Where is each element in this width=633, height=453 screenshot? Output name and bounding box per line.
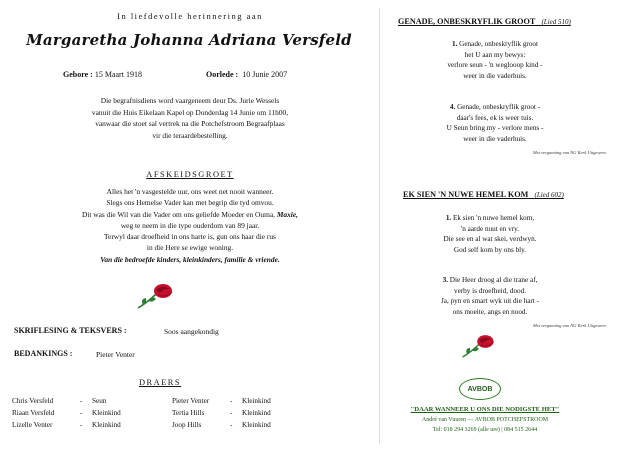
funeral-details: [20, 95, 360, 141]
scripture-label: SKRIFLESING & TEKSVERS :: [14, 326, 127, 335]
farewell-text: [20, 186, 360, 265]
bearer-name: Riaan Versfeld: [12, 409, 55, 417]
bearer-relation: Kleinkind: [242, 397, 271, 405]
bearer-sep: -: [80, 409, 83, 417]
bearer-name: Lizelle Venter: [12, 421, 53, 429]
footer-branch: André van Vuuren — AVBOB POTCHEFSTROOM: [421, 417, 549, 423]
hymn2-verse1: 1. Ek sien 'n nuwe hemel kom, 'n aarde nuut en vry. Die see en al wat skei, verdwyn. God self kom by ons bly.: [443, 214, 537, 254]
farewell-line: Terwyl daar droefheid in ons harte is, gun ons haar die rus: [104, 232, 276, 242]
died-value: 10 Junie 2007: [242, 70, 288, 79]
farewell-line: Slegs ons Hemelse Vader kan met begrip die tyd omvou.: [106, 198, 274, 208]
right-page: [385, 0, 630, 453]
bearer-relation: Kleinkind: [242, 409, 271, 417]
red-rose-icon: [134, 282, 178, 312]
avbob-logo: [459, 378, 501, 400]
farewell-heading: AFSKEIDSGROET: [146, 170, 234, 179]
footer-slogan: "DAAR WANNEER U ONS DIE NODIGSTE HET": [410, 406, 560, 413]
bearer-name: Tertia Hills: [172, 409, 205, 417]
bearer-relation: Kleinkind: [92, 409, 121, 417]
bearer-name: Pieter Venter: [172, 397, 210, 405]
born-label: Gebore :: [63, 70, 93, 79]
bearer-sep: -: [80, 397, 83, 405]
hymn1-ref: (Lied 510): [541, 18, 571, 26]
verse-number: 1.: [445, 214, 452, 222]
bearer-sep: -: [230, 397, 233, 405]
bearers-list: [12, 395, 372, 435]
died-date: [206, 70, 287, 79]
farewell-signoff: Van die bedroefde kinders, kleinkinders, familie & vriende.: [100, 254, 280, 264]
hymn2-title: EK SIEN 'N NUWE HEMEL KOM (Lied 602): [403, 190, 564, 199]
bearers-heading: DRAERS: [138, 378, 182, 387]
deceased-name: Margaretha Johanna Adriana Versfeld: [26, 31, 352, 49]
verse-number: 3.: [442, 276, 448, 284]
bearer-relation: Seun: [92, 397, 107, 405]
hymn2-credit: Met vergunning van NG Kerk Uitgewers: [533, 323, 606, 328]
thanks-label: BEDANKINGS :: [14, 349, 73, 358]
hymn2-verse3: 3. Die Heer droog al die trane af, verby is droefheid, dood. Ja, pyn en smart wyk uit die hart - ons moeite, angs en nood.: [440, 276, 539, 316]
funeral-line: vanuit die Huis Eikelaan Kapel op Donderdag 14 Junie om 11h00,: [91, 107, 289, 117]
hymn1-verse4: 4. Genade, onbeskryflik groot - daar's fees, ek is weer tuis. U Seun bring my - verlore mens - weer in die vaderhuis.: [446, 103, 544, 143]
farewell-line: weg te neem in die type ouderdom van 89 jaar.: [120, 220, 260, 230]
hymn1-verse1: 1. Genade, onbeskryflik groot het U aan my bewys: verlore seun - 'n weglooop kind - weer in die vaderhuis.: [447, 40, 543, 80]
bearer-sep: -: [230, 409, 233, 417]
bearer-name: Chris Versfeld: [12, 397, 54, 405]
verse-number: 1.: [451, 40, 458, 48]
bearer-name: Joop Hills: [172, 421, 202, 429]
footer-contact: Tel: 018 294 3269 (alle ure) | 084 515 2644: [432, 427, 538, 433]
avbob-logo-text: AVBOB: [467, 385, 493, 393]
scripture-value: Soos aangekondig: [164, 327, 219, 336]
funeral-line: Die begrafnisdiens word vaargeneem deur Ds. Jurie Wessels: [100, 96, 280, 105]
hymn1-credit: Met vergunning van NG Kerk Uitgewers: [533, 150, 606, 155]
page-fold-divider: [379, 8, 380, 444]
funeral-line: vir die teraardebestelling.: [152, 130, 228, 140]
hymn2-ref: (Lied 602): [534, 191, 564, 199]
red-rose-icon: [459, 333, 499, 361]
farewell-line: Alles het 'n vasgestelde uur, ons weet net nooit wanneer.: [106, 187, 274, 196]
born-date: [63, 70, 142, 79]
died-label: Oorlede :: [206, 70, 239, 79]
thanks-value: Pieter Venter: [96, 350, 135, 359]
bearer-relation: Kleinkind: [242, 421, 271, 429]
bearer-sep: -: [230, 421, 233, 429]
memory-line: In liefdevolle herinnering aan: [117, 11, 263, 21]
funeral-line: vanwaar die stoet sal vertrek na die Potchefstroom Begraafplaas: [95, 119, 285, 128]
hymn1-title: GENADE, ONBESKRYFLIK GROOT (Lied 510): [398, 17, 571, 26]
farewell-line: in die Here se ewige woning.: [146, 243, 234, 253]
farewell-line: Dit was die Wil van die Vader om ons geliefde Moeder en Ouma, Maxie,: [82, 209, 298, 219]
bearer-relation: Kleinkind: [92, 421, 121, 429]
born-value: 15 Maart 1918: [94, 70, 142, 79]
farewell-nickname: Maxie,: [276, 209, 298, 219]
bearer-sep: -: [80, 421, 83, 429]
verse-number: 4.: [449, 103, 456, 111]
